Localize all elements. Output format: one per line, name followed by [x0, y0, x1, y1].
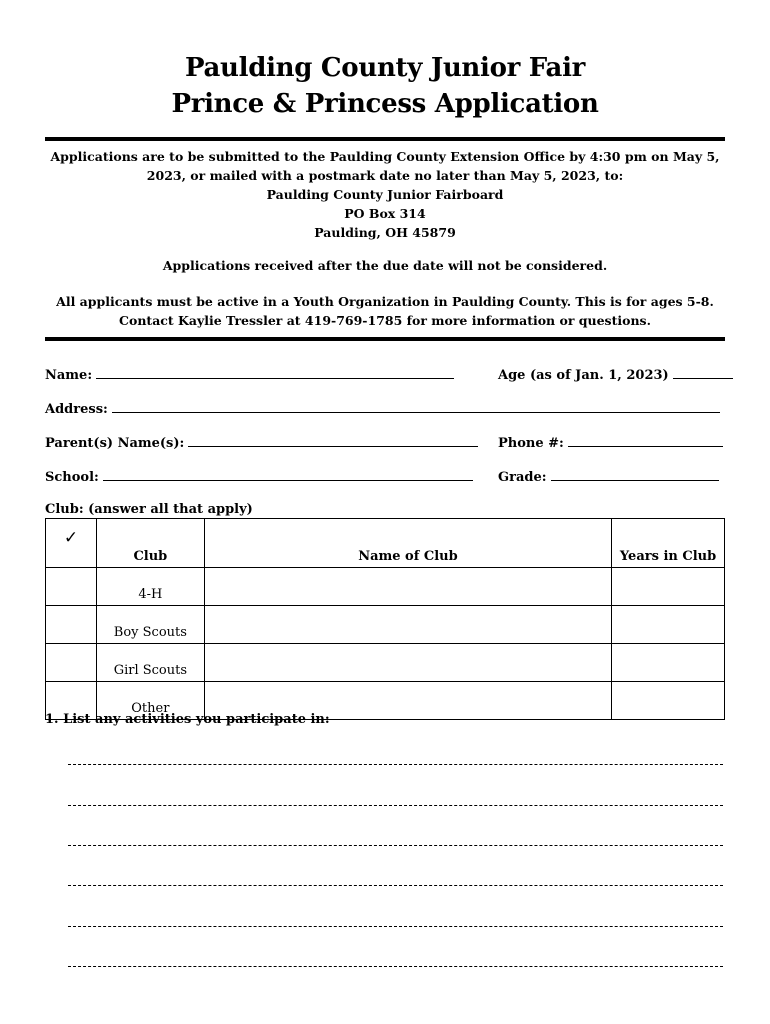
- question-1-label: 1. List any activities you participate in:: [45, 712, 330, 727]
- instructions-line: Applications are to be submitted to the Paulding County Extension Office by 4:30 pm on May 5,: [50, 149, 720, 164]
- school-field: [45, 467, 473, 487]
- age-input[interactable]: [673, 365, 733, 379]
- table-row: [46, 644, 725, 682]
- club-type-cell: Girl Scouts: [96, 644, 204, 682]
- answer-line[interactable]: [68, 885, 723, 886]
- table-row: [46, 568, 725, 606]
- check-cell[interactable]: [46, 568, 97, 606]
- school-label: School:: [45, 470, 99, 485]
- form-subtitle: Prince & Princess Application: [171, 89, 599, 119]
- years-cell[interactable]: [612, 644, 725, 682]
- address-field: [45, 399, 720, 419]
- club-type-cell: Boy Scouts: [96, 606, 204, 644]
- answer-line[interactable]: [68, 805, 723, 806]
- address-label: Address:: [45, 402, 108, 417]
- instructions-block: [40, 147, 730, 242]
- grade-input[interactable]: [551, 467, 719, 481]
- grade-label: Grade:: [498, 470, 547, 485]
- address-input[interactable]: [112, 399, 720, 413]
- form-title: Paulding County Junior Fair: [184, 53, 586, 83]
- name-label: Name:: [45, 368, 93, 383]
- answer-line[interactable]: [68, 926, 723, 927]
- phone-input[interactable]: [568, 433, 723, 447]
- parents-input[interactable]: [188, 433, 478, 447]
- name-of-club-column-header: Name of Club: [204, 519, 611, 568]
- school-input[interactable]: [103, 467, 473, 481]
- answer-line[interactable]: [68, 966, 723, 967]
- age-field: [498, 365, 733, 385]
- club-type-cell: Other: [96, 682, 204, 720]
- club-name-cell[interactable]: [204, 606, 611, 644]
- table-row: [46, 606, 725, 644]
- grade-field: [498, 467, 719, 487]
- phone-field: [498, 433, 723, 453]
- years-cell[interactable]: [612, 606, 725, 644]
- check-cell[interactable]: [46, 644, 97, 682]
- name-field: [45, 365, 454, 385]
- years-cell[interactable]: [612, 682, 725, 720]
- eligibility-line: All applicants must be active in a Youth Organization in Paulding County. This is for ages 5-8.: [56, 294, 714, 309]
- due-notice: Applications received after the due date will not be considered.: [162, 258, 608, 273]
- years-cell[interactable]: [612, 568, 725, 606]
- top-rule: [45, 137, 725, 141]
- checkmark-icon: ✓: [46, 519, 97, 568]
- parents-field: [45, 433, 478, 453]
- club-type-cell: 4-H: [96, 568, 204, 606]
- check-cell[interactable]: [46, 606, 97, 644]
- answer-line[interactable]: [68, 764, 723, 765]
- club-name-cell[interactable]: [204, 568, 611, 606]
- mailing-name: Paulding County Junior Fairboard: [266, 187, 504, 202]
- eligibility-block: [40, 292, 730, 330]
- club-section-label: Club: (answer all that apply): [45, 502, 253, 517]
- parents-label: Parent(s) Name(s):: [45, 436, 185, 451]
- contact-line: Contact Kaylie Tressler at 419-769-1785 for more information or questions.: [119, 313, 651, 328]
- answer-line[interactable]: [68, 845, 723, 846]
- club-name-cell[interactable]: [204, 644, 611, 682]
- bottom-rule: [45, 337, 725, 341]
- mailing-city: Paulding, OH 45879: [314, 225, 456, 240]
- club-table: [45, 518, 725, 720]
- phone-label: Phone #:: [498, 436, 564, 451]
- name-input[interactable]: [96, 365, 454, 379]
- club-column-header: Club: [96, 519, 204, 568]
- club-table-header: [46, 519, 725, 568]
- years-in-club-column-header: Years in Club: [612, 519, 725, 568]
- instructions-line: 2023, or mailed with a postmark date no later than May 5, 2023, to:: [146, 168, 624, 183]
- mailing-pobox: PO Box 314: [344, 206, 426, 221]
- age-label: Age (as of Jan. 1, 2023): [498, 368, 669, 383]
